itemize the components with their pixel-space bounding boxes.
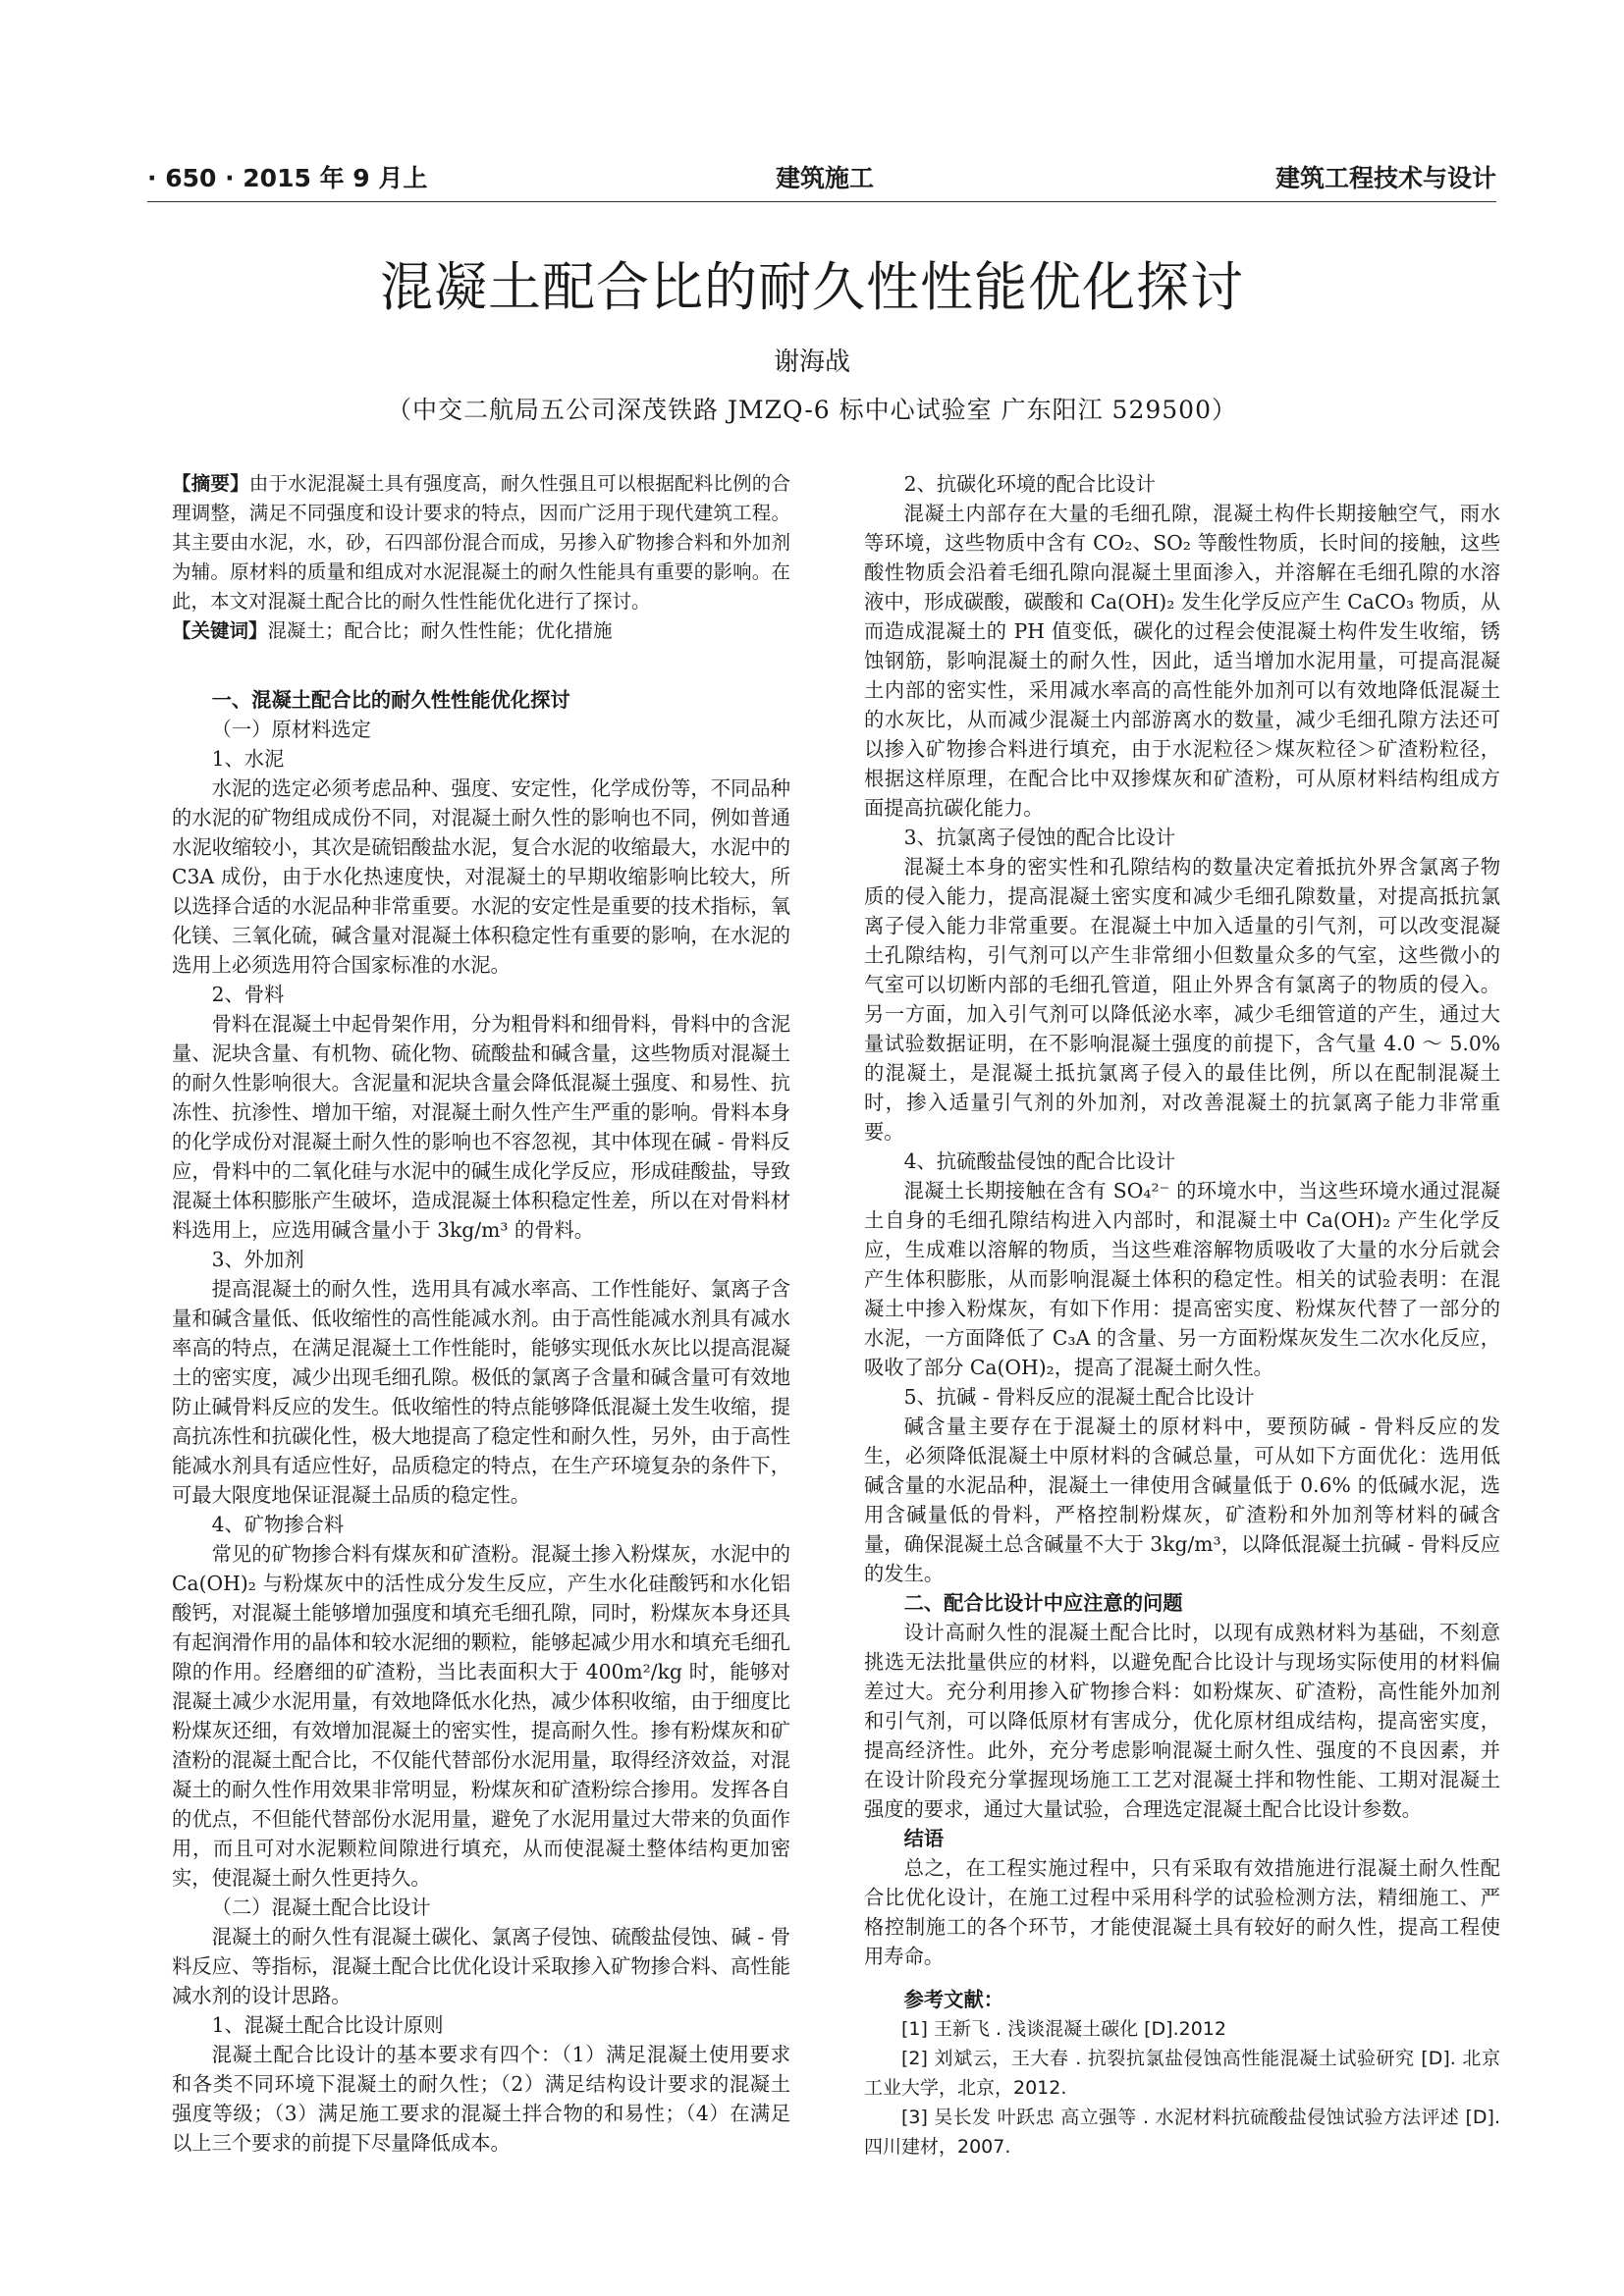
reference-item: [2] 刘斌云，王大春 . 抗裂抗氯盐侵蚀高性能混凝土试验研究 [D]. 北京工业大学，北京，2012. xyxy=(864,2048,1500,2099)
paragraph: 总之，在工程实施过程中，只有采取有效措施进行混凝土耐久性配合比优化设计，在施工过程中采用科学的试验检测方法，精细施工、严格控制施工的各个环节，才能使混凝土具有较好的耐久性，提高工程使用寿命。 xyxy=(864,1856,1500,1968)
paragraph: 混凝土长期接触在含有 SO₄²⁻ 的环境水中，当这些环境水通过混凝土自身的毛细孔隙结构进入内部时，和混凝土中 Ca(OH)₂ 产生化学反应，生成难以溶解的物质，当这些难溶解物质吸收了大量的水分后就会产生体积膨胀，从而影响混凝土体积的稳定性。相关的试验表明：在混凝土中掺入粉煤灰，有如下作用：提高密实度、粉煤灰代替了一部分的水泥，一方面降低了 C₃A 的含量、另一方面粉煤灰发生二次水化反应，吸收了部分 Ca(OH)₂，提高了混凝土耐久性。 xyxy=(864,1179,1500,1379)
left-column xyxy=(172,469,790,2158)
item-heading: 1、混凝土配合比设计原则 xyxy=(211,2013,444,2037)
item-heading: 3、外加剂 xyxy=(211,1248,304,1271)
item-heading: 1、水泥 xyxy=(211,747,285,771)
paragraph: 骨料在混凝土中起骨架作用，分为粗骨料和细骨料，骨料中的含泥量、泥块含量、有机物、硫化物、硫酸盐和碱含量，这些物质对混凝土的耐久性影响很大。含泥量和泥块含量会降低混凝土强度、和易性、抗冻性、抗渗性、增加干缩，对混凝土耐久性产生严重的影响。骨料本身的化学成份对混凝土耐久性的影响也不容忽视，其中体现在碱 - 骨料反应，骨料中的二氧化硅与水泥中的碱生成化学反应，形成硅酸盐，导致混凝土体积膨胀产生破坏，造成混凝土体积稳定性差，所以在对骨料材料选用上，应选用碱含量小于 3kg/m³ 的骨料。 xyxy=(172,1012,790,1242)
abstract-label: 【摘要】 xyxy=(172,472,249,495)
subsection-heading: （二）混凝土配合比设计 xyxy=(211,1896,431,1919)
item-heading: 2、抗碳化环境的配合比设计 xyxy=(903,472,1156,496)
paragraph: 常见的矿物掺合料有煤灰和矿渣粉。混凝土掺入粉煤灰，水泥中的 Ca(OH)₂ 与粉煤灰中的活性成分发生反应，产生水化硅酸钙和水化铝酸钙，对混凝土能够增加强度和填充毛细孔隙，同时，粉煤灰本身还具有起润滑作用的晶体和较水泥细的颗粒，能够起减少用水和填充毛细孔隙的作用。经磨细的矿渣粉，当比表面积大于 400m²/kg 时，能够对混凝土减少水泥用量，有效地降低水化热，减少体积收缩，由于细度比粉煤灰还细，有效增加混凝土的密实性，提高耐久性。掺有粉煤灰和矿渣粉的混凝土配合比，不仅能代替部份水泥用量，取得经济效益，对混凝土的耐久性作用效果非常明显，粉煤灰和矿渣粉综合掺用。发挥各自的优点，不但能代替部份水泥用量，避免了水泥用量过大带来的负面作用，而且可对水泥颗粒间隙进行填充，从而使混凝土整体结构更加密实，使混凝土耐久性更持久。 xyxy=(172,1542,790,1890)
right-column xyxy=(864,469,1500,2162)
journal-name: 建筑施工 xyxy=(776,164,875,192)
article-title: 混凝土配合比的耐久性性能优化探讨 xyxy=(380,256,1244,318)
section-heading: 一、混凝土配合比的耐久性性能优化探讨 xyxy=(211,688,570,712)
paragraph: 混凝土内部存在大量的毛细孔隙，混凝土构件长期接触空气，雨水等环境，这些物质中含有 CO₂、SO₂ 等酸性物质，长时间的接触，这些酸性物质会沿着毛细孔隙向混凝土里面渗入，并溶解在毛细孔隙的水溶液中，形成碳酸，碳酸和 Ca(OH)₂ 发生化学反应产生 CaCO₃ 物质，从而造成混凝土的 PH 值变低，碳化的过程会使混凝土构件发生收缩，锈蚀钢筋，影响混凝土的耐久性，因此，适当增加水泥用量，可提高混凝土内部的密实性，采用减水率高的高性能外加剂可以有效地降低混凝土的水灰比，从而减少混凝土内部游离水的数量，减少毛细孔隙方法还可以掺入矿物掺合料进行填充，由于水泥粒径＞煤灰粒径＞矿渣粉粒径，根据这样原理，在配合比中双掺煤灰和矿渣粉，可从原材料结构组成方面提高抗碳化能力。 xyxy=(864,502,1500,820)
item-heading: 4、抗硫酸盐侵蚀的配合比设计 xyxy=(903,1149,1176,1173)
header-rule xyxy=(147,201,1496,202)
running-header xyxy=(147,159,1496,198)
reference-item: [1] 王新飞 . 浅谈混凝土碳化 [D].2012 xyxy=(901,2018,1226,2040)
reference-item: [3] 吴长发 叶跃忠 高立强等 . 水泥材料抗硫酸盐侵蚀试验方法评述 [D]. 四川建材，2007. xyxy=(864,2107,1500,2158)
item-heading: 3、抗氯离子侵蚀的配合比设计 xyxy=(903,826,1176,849)
page-number-date: · 650 · 2015 年 9 月上 xyxy=(147,164,428,192)
paragraph: 混凝土配合比设计的基本要求有四个：（1）满足混凝土使用要求和各类不同环境下混凝土的耐久性；（2）满足结构设计要求的混凝土强度等级；（3）满足施工要求的混凝土拌合物的和易性；（4）在满足以上三个要求的前提下尽量降低成本。 xyxy=(172,2043,790,2155)
references-heading: 参考文献： xyxy=(903,1988,1004,2011)
item-heading: 2、骨料 xyxy=(211,983,285,1006)
paragraph: 混凝土的耐久性有混凝土碳化、氯离子侵蚀、硫酸盐侵蚀、碱 - 骨料反应、等指标，混凝土配合比优化设计采取掺入矿物掺合料、高性能减水剂的设计思路。 xyxy=(172,1925,790,2007)
section-name: 建筑工程技术与设计 xyxy=(1274,164,1496,192)
paragraph: 水泥的选定必须考虑品种、强度、安定性，化学成份等，不同品种的水泥的矿物组成成份不同，对混凝土耐久性的影响也不同，例如普通水泥收缩较小，其次是硫铝酸盐水泥，复合水泥的收缩最大，水泥中的 C3A 成份，由于水化热速度快，对混凝土的早期收缩影响比较大，所以选择合适的水泥品种非常重要。水泥的安定性是重要的技术指标，氧化镁、三氧化硫，碱含量对混凝土体积稳定性有重要的影响，在水泥的选用上必须选用符合国家标准的水泥。 xyxy=(172,776,790,977)
subsection-heading: （一）原材料选定 xyxy=(211,718,371,741)
paragraph: 提高混凝土的耐久性，选用具有减水率高、工作性能好、氯离子含量和碱含量低、低收缩性的高性能减水剂。由于高性能减水剂具有减水率高的特点，在满足混凝土工作性能时，能够实现低水灰比以提高混凝土的密实度，减少出现毛细孔隙。极低的氯离子含量和碱含量可有效地防止碱骨料反应的发生。低收缩性的特点能够降低混凝土发生收缩，提高抗冻性和抗碳化性，极大地提高了稳定性和耐久性，另外，由于高性能减水剂具有适应性好，品质稳定的特点，在生产环境复杂的条件下，可最大限度地保证混凝土品质的稳定性。 xyxy=(172,1277,790,1507)
conclusion-heading: 结语 xyxy=(903,1827,945,1850)
keywords-label: 【关键词】 xyxy=(172,619,268,642)
article-author: 谢海战 xyxy=(773,347,850,377)
abstract-text: 由于水泥混凝土具有强度高，耐久性强且可以根据配料比例的合理调整，满足不同强度和设计要求的特点，因而广泛用于现代建筑工程。其主要由水泥，水，砂，石四部份混合而成，另掺入矿物掺合料和外加剂为辅。原材料的质量和组成对水泥混凝土的耐久性能具有重要的影响。在此，本文对混凝土配合比的耐久性性能优化进行了探讨。 xyxy=(172,472,790,613)
item-heading: 4、矿物掺合料 xyxy=(211,1513,345,1536)
paragraph: 设计高耐久性的混凝土配合比时，以现有成熟材料为基础，不刻意挑选无法批量供应的材料，以避免配合比设计与现场实际使用的材料偏差过大。充分利用掺入矿物掺合料：如粉煤灰、矿渣粉，高性能外加剂和引气剂，可以降低原材有害成分，优化原材组成结构，提高密实度，提高经济性。此外，充分考虑影响混凝土耐久性、强度的不良因素，并在设计阶段充分掌握现场施工工艺对混凝土拌和物性能、工期对混凝土强度的要求，通过大量试验，合理选定混凝土配合比设计参数。 xyxy=(864,1621,1500,1821)
paragraph: 碱含量主要存在于混凝土的原材料中，要预防碱 - 骨料反应的发生，必须降低混凝土中原材料的含碱总量，可从如下方面优化：选用低碱含量的水泥品种，混凝土一律使用含碱量低于 0.6% 的低碱水泥，选用含碱量低的骨料，严格控制粉煤灰，矿渣粉和外加剂等材料的碱含量，确保混凝土总含碱量不大于 3kg/m³，以降低混凝土抗碱 - 骨料反应的发生。 xyxy=(864,1415,1500,1585)
keywords xyxy=(172,616,790,646)
section-heading: 二、配合比设计中应注意的问题 xyxy=(903,1591,1183,1615)
item-heading: 5、抗碱 - 骨料反应的混凝土配合比设计 xyxy=(903,1385,1255,1409)
keywords-text: 混凝土；配合比；耐久性性能；优化措施 xyxy=(267,619,613,642)
paragraph: 混凝土本身的密实性和孔隙结构的数量决定着抵抗外界含氯离子物质的侵入能力，提高混凝土密实度和减少毛细孔隙数量，对提高抵抗氯离子侵入能力非常重要。在混凝土中加入适量的引气剂，可以改变混凝土孔隙结构，引气剂可以产生非常细小但数量众多的气室，这些微小的气室可以切断内部的毛细孔管道，阻止外界含有氯离子的物质的侵入。另一方面，加入引气剂可以降低泌水率，减少毛细管道的产生，通过大量试验数据证明，在不影响混凝土强度的前提下，含气量 4.0 ～ 5.0% 的混凝土，是混凝土抵抗氯离子侵入的最佳比例，所以在配制混凝土时，掺入适量引气剂的外加剂，对改善混凝土的抗氯离子能力非常重要。 xyxy=(864,855,1500,1144)
abstract xyxy=(172,469,790,616)
author-affiliation: （中交二航局五公司深茂铁路 JMZQ-6 标中心试验室 广东阳江 529500） xyxy=(387,396,1237,424)
